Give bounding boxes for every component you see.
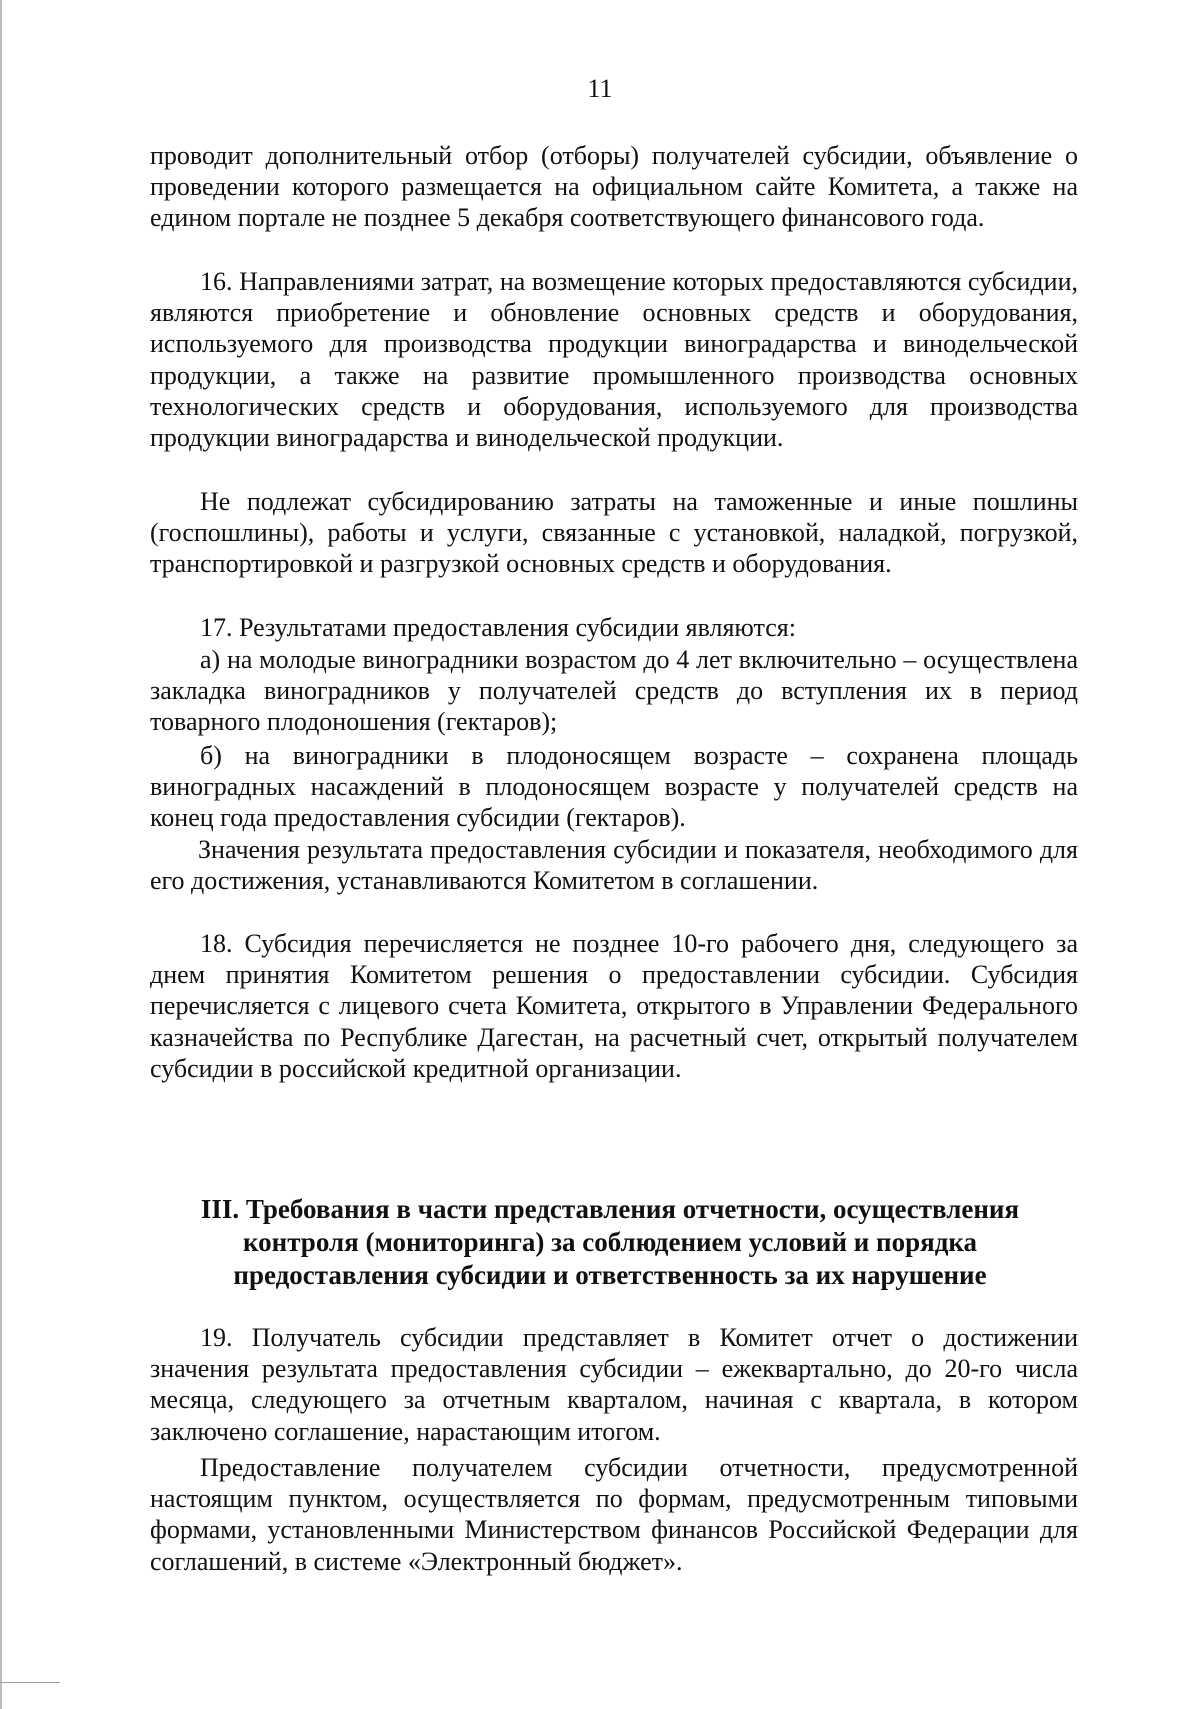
- paragraph-17-a: а) на молодые виноградники возрастом до 4 лет включительно – осуществлена закладка виноградников у получателей средств до вступления их в период товарного плодоношения (гектаров);: [150, 645, 1078, 737]
- paragraph-reporting-forms: Предоставление получателем субсидии отчетности, предусмотренной настоящим пунктом, осуществляется по формам, предусмотренным типовыми формами, установленными Министерством финансов Российской Федерации для соглашений, в системе «Электронный бюджет».: [150, 1453, 1078, 1576]
- section-heading: [160, 1193, 1060, 1292]
- paragraph-17: 17. Результатами предоставления субсидии являются:: [200, 613, 796, 642]
- section-heading-line-1: III. Требования в части представления отчетности, осуществления: [200, 1194, 1020, 1224]
- page-number: 11: [587, 74, 613, 103]
- paragraph-17-b: б) на виноградники в плодоносящем возрасте – сохранена площадь виноградных насаждений в плодоносящем возрасте у получателей средств на конец года предоставления субсидии (гектаров).: [150, 741, 1078, 833]
- paragraph-continuation: проводит дополнительный отбор (отборы) получателей субсидии, объявление о проведении которого размещается на официальном сайте Комитета, а также на едином портале не позднее 5 декабря соответствующего финансового года.: [150, 141, 1078, 233]
- paragraph-19: 19. Получатель субсидии представляет в Комитет отчет о достижении значения результата предоставления субсидии – ежеквартально, до 20-го числа месяца, следующего за отчетным кварталом, начиная с квартала, в котором заключено соглашение, нарастающим итогом.: [150, 1323, 1078, 1446]
- section-heading-line-3: предоставления субсидии и ответственность за их нарушение: [233, 1260, 987, 1290]
- scan-edge-left: [0, 0, 2, 1709]
- paragraph-values: Значения результата предоставления субсидии и показателя, необходимого для его достижения, устанавливаются Комитетом в соглашении.: [150, 835, 1078, 896]
- scan-edge-bottom: [0, 1682, 60, 1683]
- section-heading-line-2: контроля (мониторинга) за соблюдением условий и порядка: [242, 1227, 978, 1257]
- paragraph-16: 16. Направлениями затрат, на возмещение которых предоставляются субсидии, являются приобретение и обновление основных средств и оборудования, используемого для производства продукции виноградарства и винодельческой продукции, а также на развитие промышленного производства основных технологических средств и оборудования, используемого для производства продукции виноградарства и винодельческой продукции.: [150, 267, 1078, 453]
- paragraph-18: 18. Субсидия перечисляется не позднее 10-го рабочего дня, следующего за днем принятия Комитетом решения о предоставлении субсидии. Субсидия перечисляется с лицевого счета Комитета, открытого в Управлении Федерального казначейства по Республике Дагестан, на расчетный счет, открытый получателем субсидии в российской кредитной организации.: [150, 929, 1078, 1083]
- paragraph-exclusions: Не подлежат субсидированию затраты на таможенные и иные пошлины (госпошлины), работы и услуги, связанные с установкой, наладкой, погрузкой, транспортировкой и разгрузкой основных средств и оборудования.: [150, 487, 1078, 579]
